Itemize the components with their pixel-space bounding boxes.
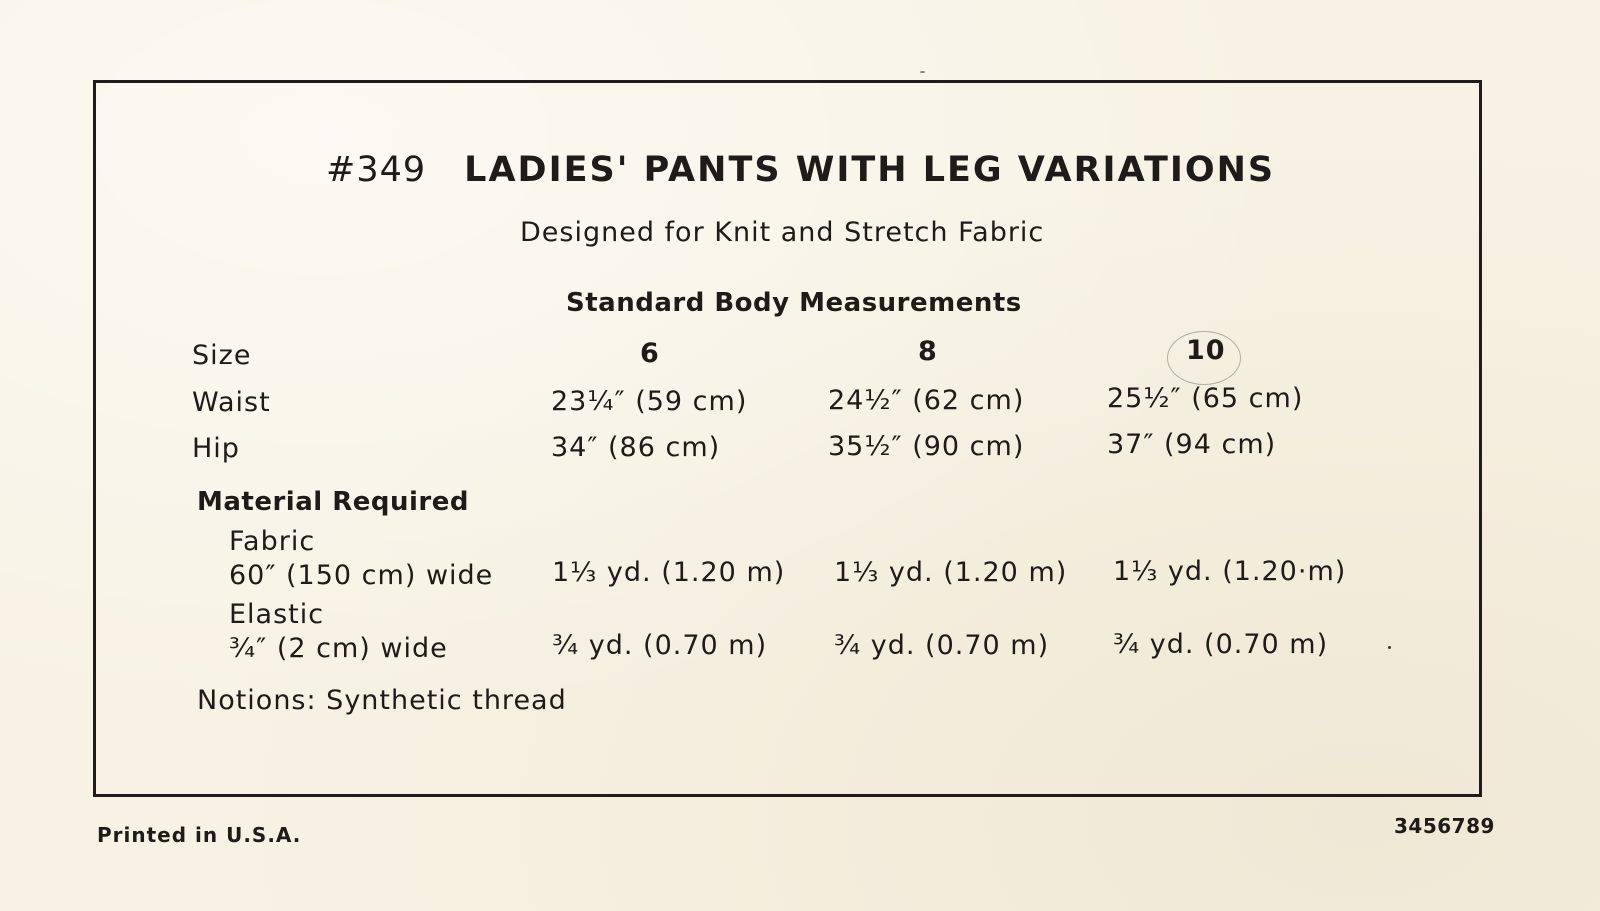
hip-size-6: 34″ (86 cm) xyxy=(551,432,721,463)
fabric-size-10: 1⅓ yd. (1.20·m) xyxy=(1113,556,1347,587)
printed-in-label: Printed in U.S.A. xyxy=(97,823,302,847)
waist-size-8: 24½″ (62 cm) xyxy=(828,385,1025,416)
elastic-size-10: ¾ yd. (0.70 m) xyxy=(1113,629,1329,660)
pattern-title: LADIES' PANTS WITH LEG VARIATIONS xyxy=(464,150,1276,190)
hip-size-8: 35½″ (90 cm) xyxy=(828,431,1025,462)
size-8-header: 8 xyxy=(918,336,938,367)
pattern-subtitle: Designed for Knit and Stretch Fabric xyxy=(520,217,1045,248)
waist-label: Waist xyxy=(192,387,271,418)
waist-size-6: 23¼″ (59 cm) xyxy=(551,386,748,417)
ink-speck xyxy=(920,71,925,73)
hip-size-10: 37″ (94 cm) xyxy=(1107,429,1277,460)
elastic-size-8: ¾ yd. (0.70 m) xyxy=(834,630,1050,661)
fabric-width: 60″ (150 cm) wide xyxy=(229,560,494,591)
catalog-code: 3456789 xyxy=(1394,814,1495,838)
elastic-width: ¾″ (2 cm) wide xyxy=(229,633,448,664)
size-10-header: 10 xyxy=(1186,335,1226,366)
fabric-label: Fabric xyxy=(229,526,316,557)
fabric-size-8: 1⅓ yd. (1.20 m) xyxy=(834,557,1068,588)
ink-speck xyxy=(1388,646,1391,649)
page-title xyxy=(326,150,1326,200)
elastic-size-6: ¾ yd. (0.70 m) xyxy=(552,630,768,661)
fabric-size-6: 1⅓ yd. (1.20 m) xyxy=(552,557,786,588)
measurements-heading: Standard Body Measurements xyxy=(566,288,1022,318)
material-heading: Material Required xyxy=(197,487,469,517)
elastic-label: Elastic xyxy=(229,599,325,630)
pattern-number: #349 xyxy=(326,150,427,190)
size-6-header: 6 xyxy=(640,338,660,369)
waist-size-10: 25½″ (65 cm) xyxy=(1107,383,1304,414)
size-label: Size xyxy=(192,340,252,371)
hip-label: Hip xyxy=(192,433,240,464)
notions-text: Notions: Synthetic thread xyxy=(197,685,567,716)
